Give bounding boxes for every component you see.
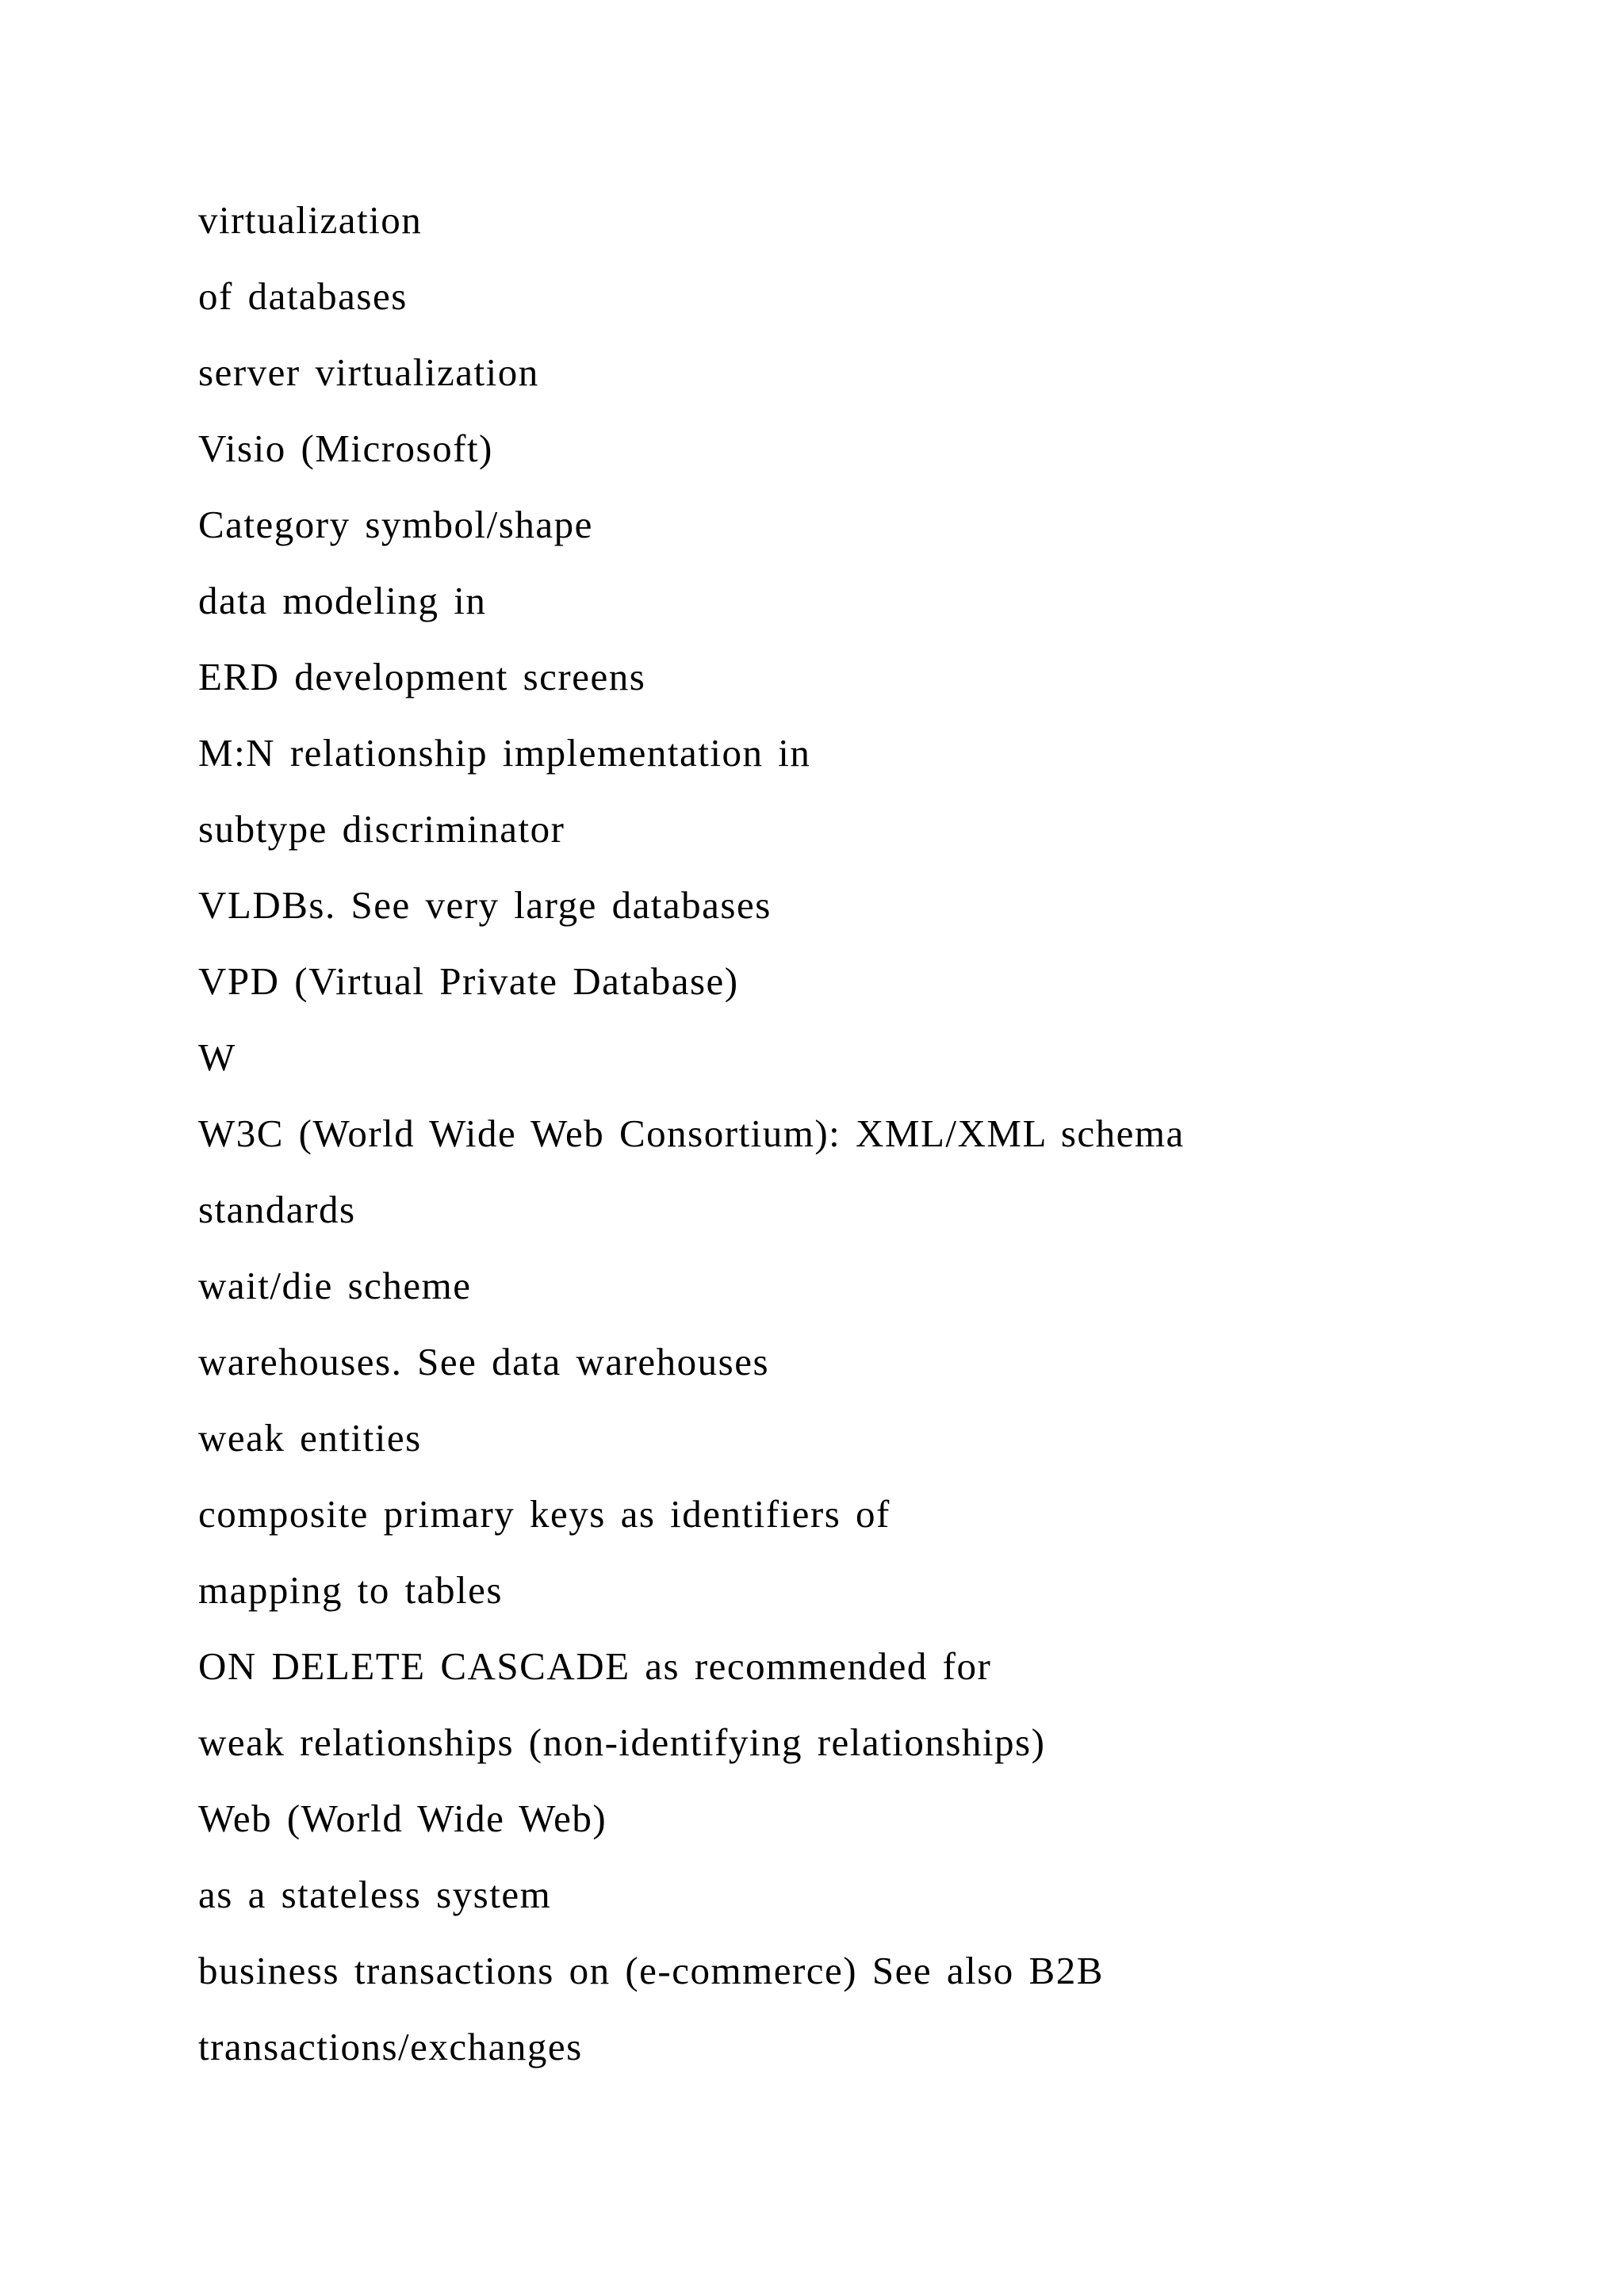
index-line: composite primary keys as identifiers of <box>198 1492 891 1536</box>
index-line: server virtualization <box>198 350 539 394</box>
index-line: VLDBs. See very large databases <box>198 883 772 927</box>
index-entry-list <box>198 198 1185 2104</box>
index-line: M:N relationship implementation in <box>198 731 811 775</box>
index-line: Visio (Microsoft) <box>198 427 493 470</box>
index-line: warehouses. See data warehouses <box>198 1340 770 1383</box>
index-line: ERD development screens <box>198 655 646 698</box>
index-line: weak relationships (non-identifying relationships) <box>198 1720 1046 1764</box>
index-line: as a stateless system <box>198 1873 552 1916</box>
index-line: Web (World Wide Web) <box>198 1797 607 1840</box>
index-section-letter: W <box>198 1035 236 1079</box>
index-line: ON DELETE CASCADE as recommended for <box>198 1644 992 1688</box>
index-line: W3C (World Wide Web Consortium): XML/XML schema <box>198 1112 1185 1155</box>
index-line: weak entities <box>198 1416 422 1460</box>
index-line: subtype discriminator <box>198 807 565 851</box>
index-line: wait/die scheme <box>198 1264 472 1307</box>
index-line: business transactions on (e-commerce) See also B2B <box>198 1949 1104 1992</box>
index-line: standards <box>198 1188 356 1231</box>
index-line: mapping to tables <box>198 1568 503 1612</box>
index-line: transactions/exchanges <box>198 2025 583 2068</box>
index-line: Category symbol/shape <box>198 503 593 546</box>
index-line: VPD (Virtual Private Database) <box>198 959 739 1003</box>
index-line: data modeling in <box>198 579 487 622</box>
index-line: virtualization <box>198 198 423 242</box>
index-line: of databases <box>198 274 408 318</box>
